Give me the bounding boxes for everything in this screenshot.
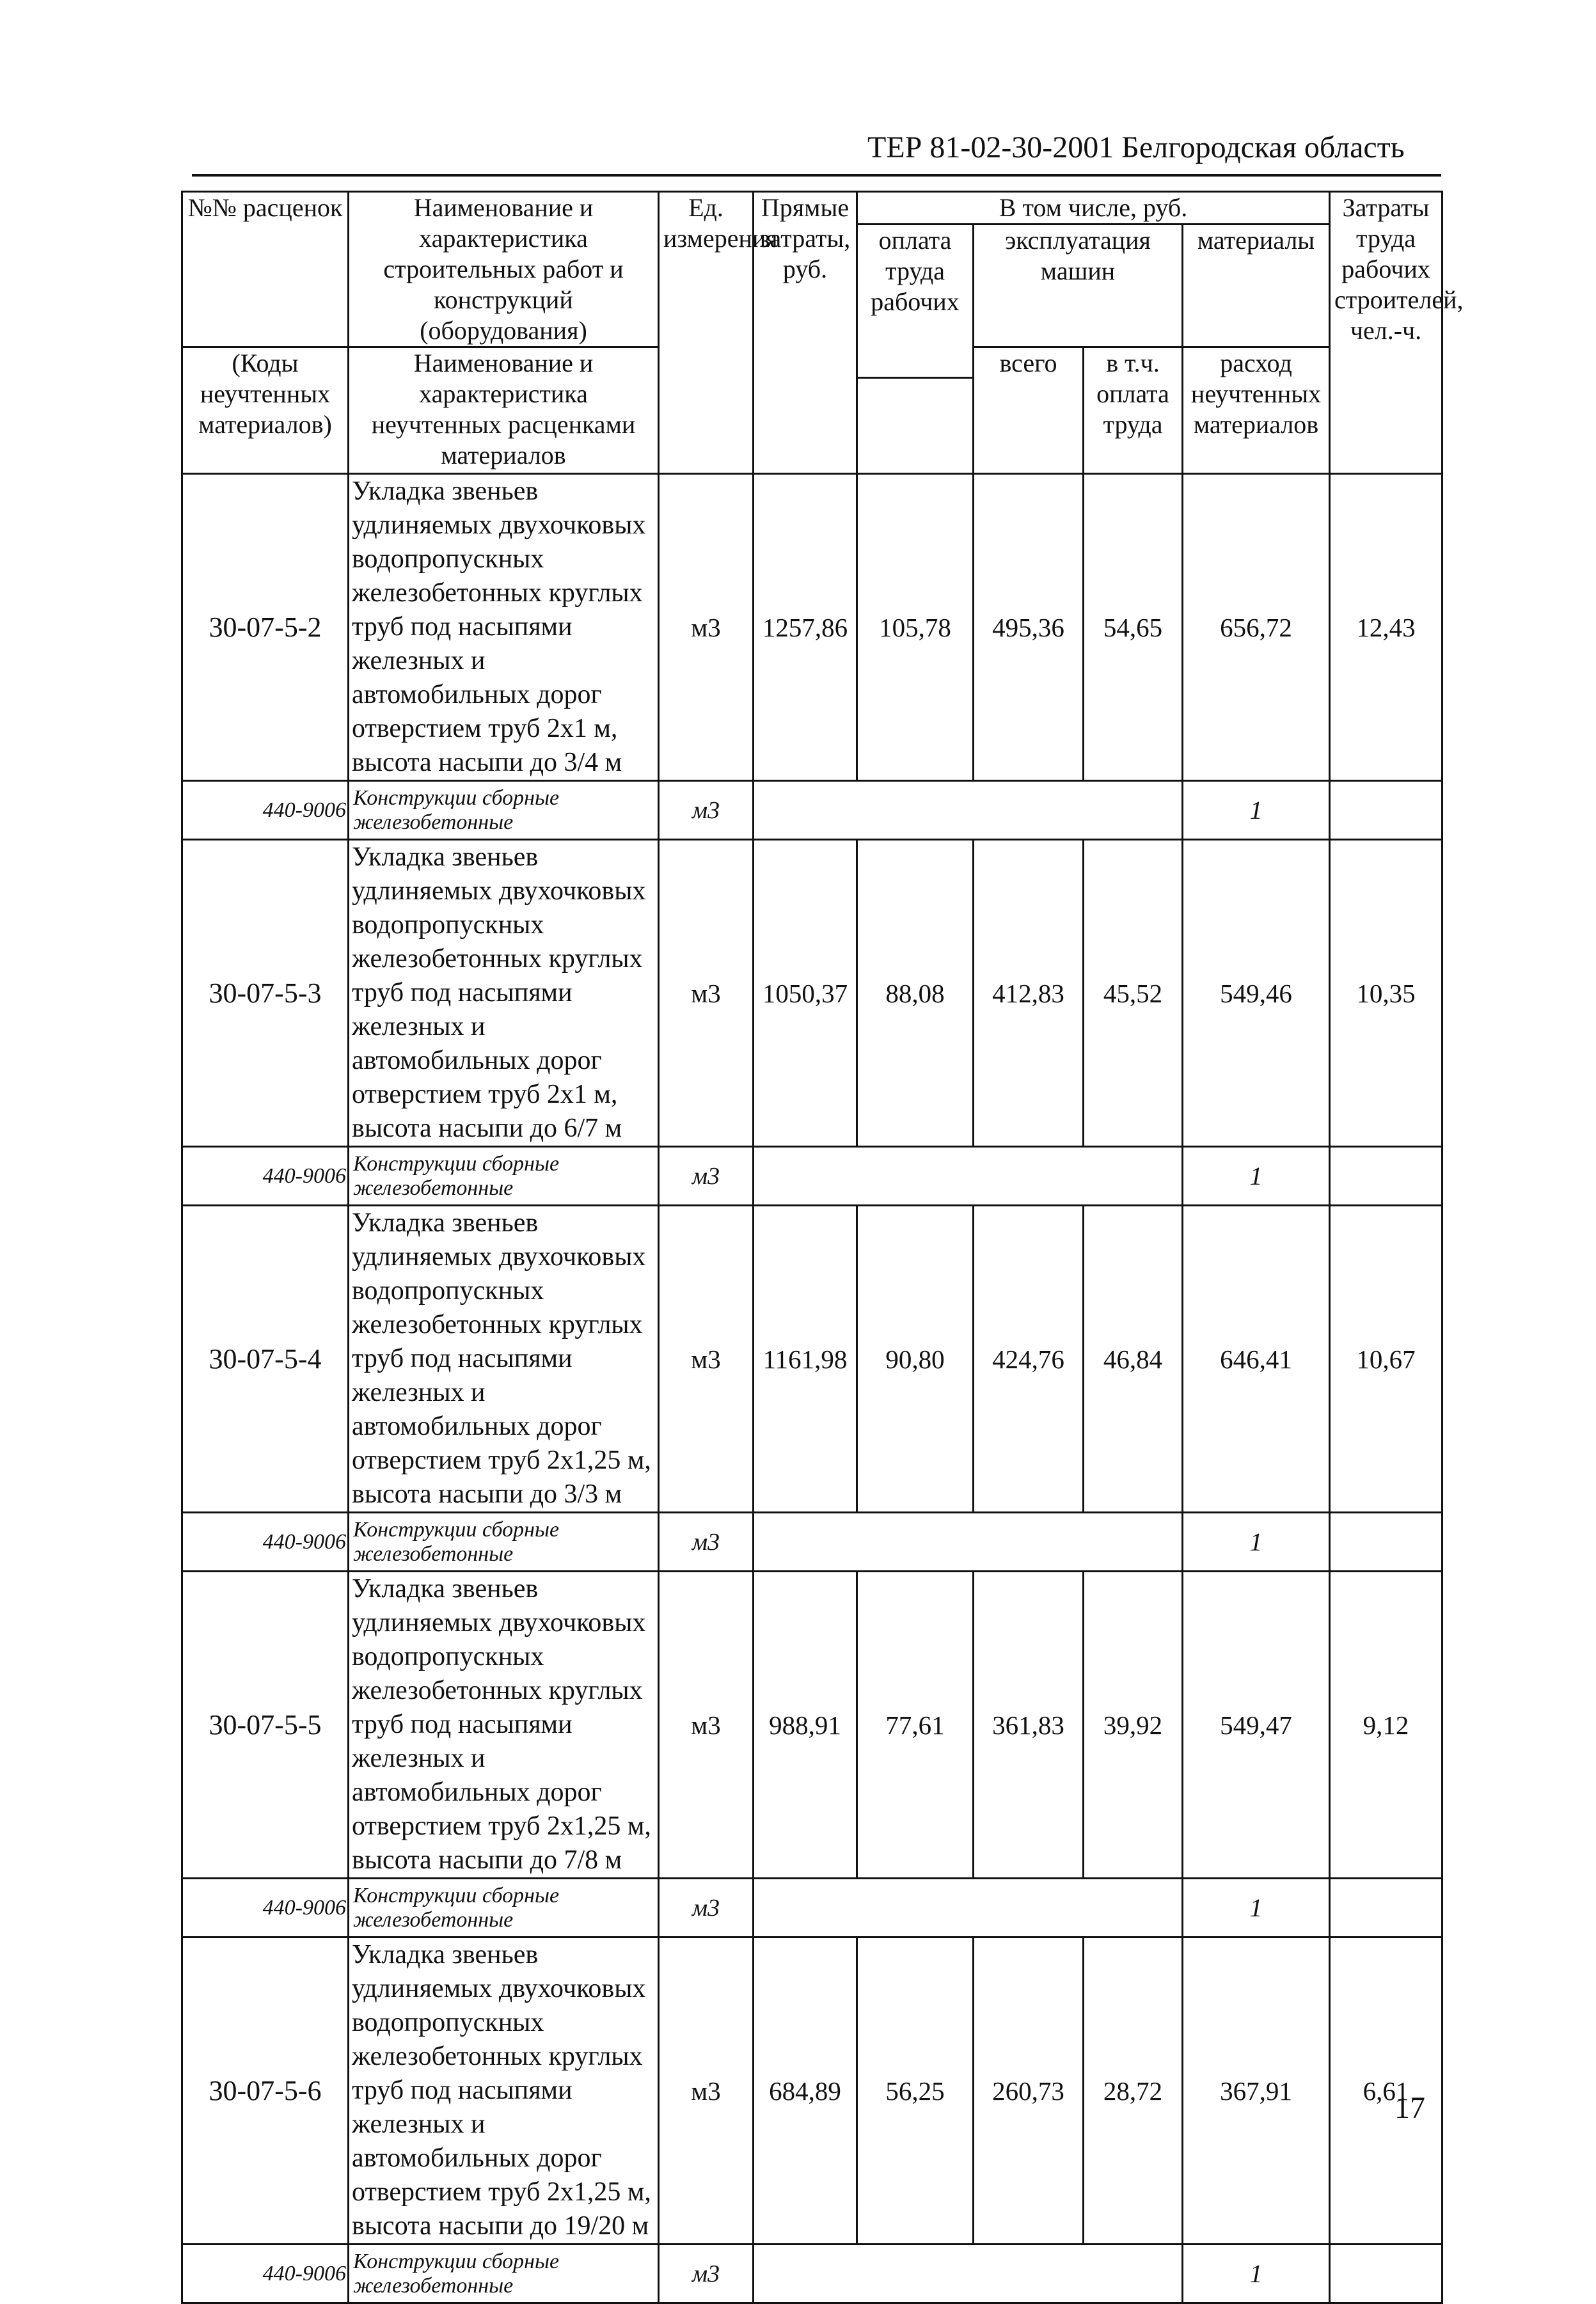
rate-labor: 10,35 [1330,840,1442,1147]
rate-unit: м3 [659,1572,754,1879]
header-code-main: №№ расценок [182,192,349,347]
rate-description: Укладка звеньев удлиняемых двухочковых водопропускных железобетонных круглых труб под насыпями железных и автомобильных дорог отверстием труб 2х1 м, высота насыпи до 6/7 м [349,840,659,1147]
header-materials-usage: расход неучтенных материалов [1183,347,1330,474]
rate-machines-wages: 45,52 [1084,840,1183,1147]
header-row-1 [182,192,1442,225]
material-unit: м3 [659,1147,754,1206]
material-code: 440-9006 [182,1513,349,1572]
rate-row [182,1206,1442,1513]
rate-machines-wages: 46,84 [1084,1206,1183,1513]
rate-description: Укладка звеньев удлиняемых двухочковых водопропускных железобетонных круглых труб под насыпями железных и автомобильных дорог отверстием труб 2х1,25 м, высота насыпи до 3/3 м [349,1206,659,1513]
material-code: 440-9006 [182,1147,349,1206]
rate-wages: 56,25 [857,1937,974,2245]
header-unit: Ед. измерения [659,192,754,474]
rate-materials: 646,41 [1183,1206,1330,1513]
material-row [182,2245,1442,2303]
material-empty-cell [754,781,1183,840]
header-materials: материалы [1183,225,1330,347]
rate-machines-wages: 28,72 [1084,1937,1183,2245]
material-name: Конструкции сборные железобетонные [349,1147,659,1206]
header-wages: оплата труда рабочих [857,225,974,378]
rate-code: 30-07-5-3 [182,840,349,1147]
rate-materials: 549,46 [1183,840,1330,1147]
material-quantity: 1 [1183,1879,1330,1937]
material-empty-cell [754,1147,1183,1206]
header-machines-wages: в т.ч. оплата труда [1084,347,1183,474]
rate-machines-total: 495,36 [974,474,1084,781]
rate-wages: 90,80 [857,1206,974,1513]
rate-machines-wages: 54,65 [1084,474,1183,781]
header-name-sub: Наименование и характеристика неучтенных расценками материалов [349,347,659,474]
material-labor-empty [1330,1513,1442,1572]
rate-labor: 6,61 [1330,1937,1442,2245]
rate-unit: м3 [659,1206,754,1513]
material-quantity: 1 [1183,2245,1330,2303]
rate-row [182,840,1442,1147]
header-rule [192,174,1441,177]
rate-machines-total: 361,83 [974,1572,1084,1879]
material-row [182,1879,1442,1937]
header-labor: Затраты труда рабочих строителей, чел.-ч. [1330,192,1442,474]
material-labor-empty [1330,1147,1442,1206]
rate-direct-cost: 1257,86 [754,474,857,781]
rate-code: 30-07-5-6 [182,1937,349,2245]
rate-direct-cost: 1050,37 [754,840,857,1147]
header-machines: эксплуатация машин [974,225,1183,347]
header-code-sub: (Коды неучтенных материалов) [182,347,349,474]
material-unit: м3 [659,2245,754,2303]
material-quantity: 1 [1183,1147,1330,1206]
rate-code: 30-07-5-2 [182,474,349,781]
rate-wages: 105,78 [857,474,974,781]
header-incl: В том числе, руб. [857,192,1330,225]
material-name: Конструкции сборные железобетонные [349,1513,659,1572]
rate-description: Укладка звеньев удлиняемых двухочковых водопропускных железобетонных круглых труб под насыпями железных и автомобильных дорог отверстием труб 2х1,25 м, высота насыпи до 7/8 м [349,1572,659,1879]
rate-unit: м3 [659,840,754,1147]
material-name: Конструкции сборные железобетонные [349,781,659,840]
material-code: 440-9006 [182,2245,349,2303]
rate-direct-cost: 988,91 [754,1572,857,1879]
header-name-main: Наименование и характеристика строительных работ и конструкций (оборудования) [349,192,659,347]
rate-direct-cost: 1161,98 [754,1206,857,1513]
rate-description: Укладка звеньев удлиняемых двухочковых водопропускных железобетонных круглых труб под насыпями железных и автомобильных дорог отверстием труб 2х1 м, высота насыпи до 3/4 м [349,474,659,781]
material-labor-empty [1330,1879,1442,1937]
material-row [182,1147,1442,1206]
material-empty-cell [754,1513,1183,1572]
document-header: ТЕР 81-02-30-2001 Белгородская область [867,130,1405,164]
rate-row [182,1572,1442,1879]
material-unit: м3 [659,1879,754,1937]
material-code: 440-9006 [182,781,349,840]
rate-machines-total: 260,73 [974,1937,1084,2245]
rate-materials: 549,47 [1183,1572,1330,1879]
rate-table [181,191,1464,2304]
rate-code: 30-07-5-4 [182,1206,349,1513]
material-row [182,1513,1442,1572]
rate-materials: 656,72 [1183,474,1330,781]
rate-labor: 10,67 [1330,1206,1442,1513]
material-name: Конструкции сборные железобетонные [349,1879,659,1937]
rate-labor: 9,12 [1330,1572,1442,1879]
material-row [182,781,1442,840]
rate-direct-cost: 684,89 [754,1937,857,2245]
rate-machines-wages: 39,92 [1084,1572,1183,1879]
rate-machines-total: 424,76 [974,1206,1084,1513]
rate-unit: м3 [659,1937,754,2245]
material-labor-empty [1330,2245,1442,2303]
rate-materials: 367,91 [1183,1937,1330,2245]
rate-code: 30-07-5-5 [182,1572,349,1879]
material-unit: м3 [659,781,754,840]
rate-labor: 12,43 [1330,474,1442,781]
header-direct: Прямые затраты, руб. [754,192,857,474]
rate-row [182,474,1442,781]
material-name: Конструкции сборные железобетонные [349,2245,659,2303]
rate-row [182,1937,1442,2245]
material-labor-empty [1330,781,1442,840]
rate-wages: 77,61 [857,1572,974,1879]
rate-machines-total: 412,83 [974,840,1084,1147]
rate-wages: 88,08 [857,840,974,1147]
material-quantity: 1 [1183,781,1330,840]
material-quantity: 1 [1183,1513,1330,1572]
material-unit: м3 [659,1513,754,1572]
rate-unit: м3 [659,474,754,781]
page-number: 17 [1395,2091,1425,2125]
material-empty-cell [754,1879,1183,1937]
material-empty-cell [754,2245,1183,2303]
material-code: 440-9006 [182,1879,349,1937]
header-machines-total: всего [974,347,1084,474]
rate-description: Укладка звеньев удлиняемых двухочковых водопропускных железобетонных круглых труб под насыпями железных и автомобильных дорог отверстием труб 2х1,25 м, высота насыпи до 19/20 м [349,1937,659,2245]
